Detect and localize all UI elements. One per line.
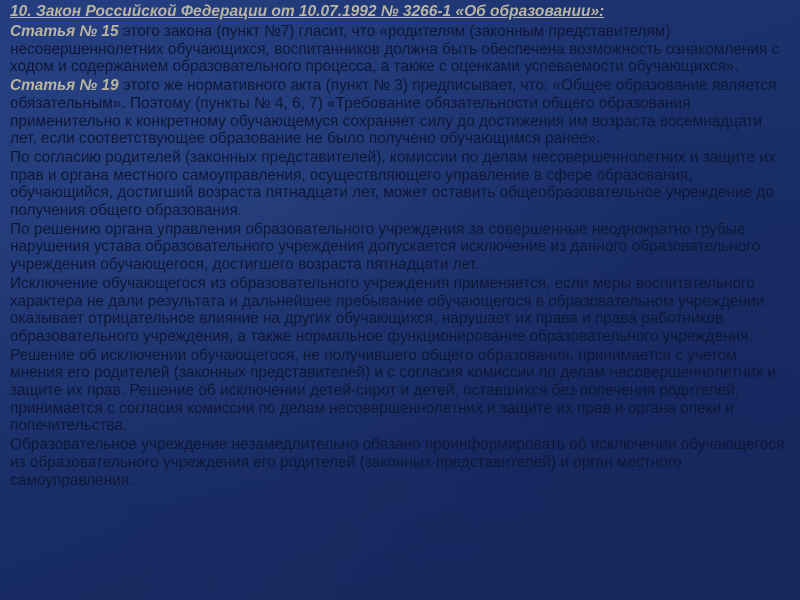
paragraph-expulsion-decision: По решению органа управления образовательного учреждения за совершенные неоднократно грубые нарушения устава образовательного учреждения допускается исключение из данного образовательного учреждения обучающегося, достигшего возраста пятнадцати лет.	[10, 220, 761, 274]
paragraph-expulsion-conditions: Исключение обучающегося из образовательного учреждения применяется, если меры воспитательного характера не дали результата и дальнейшее пребывание обучающегося в образовательном учреждении оказывает отрицательное влияние на других обучающихся, нарушает их права и права работников образовательного учреждения, а также нормальное функционирование образовательного учреждения.	[10, 274, 765, 345]
paragraph-article-15	[10, 23, 790, 76]
paragraph-expulsion-approval: Решение об исключении обучающегося, не получившего общего образования, принимается с учетом мнения его родителей (законных представителей) и с согласия комиссии по делам несовершеннолетних и защите их прав. Решение об исключении детей-сирот и детей, оставшихся без попечения родителей, принимается с согласия комиссии по делам несовершеннолетних и защите их прав и органа опеки и попечительства.	[10, 346, 776, 435]
paragraph-notification: Образовательное учреждение незамедлительно обязано проинформировать об исключении обучающегося из образовательного учреждения его родителей (законных представителей) и орган местного самоуправления.	[10, 436, 785, 489]
paragraph-parental-consent: По согласию родителей (законных представителей), комиссии по делам несовершеннолетних и защите их прав и органа местного самоуправления, осуществляющего управление в сфере образования, обучающийся, достигший возраста пятнадцати лет, может оставить общеобразовательное учреждение до получения общего образования.	[10, 148, 776, 220]
article-15-text: этого закона (пункт №7) гласит, что «родителям (законным представителям) несовершеннолетних обучающихся, воспитанников должна быть обеспечена возможность ознакомления с ходом и содержанием образовательного процесса, а также с оценками успеваемости обучающихся».	[10, 23, 780, 76]
article-15-label: Статья № 15	[10, 23, 119, 40]
paragraph-article-19	[10, 77, 790, 148]
slide-heading: 10. Закон Российской Федерации от 10.07.1992 № 3266-1 «Об образовании»:	[10, 3, 605, 20]
article-19-text: этого же нормативного акта (пункт № 3) предписывает, что: «Общее образование является обязательным». Поэтому (пункты № 4, 6, 7) «Требование обязательности общего образования применительно к конкретному обучающемуся сохраняет силу до достижения им возраста восемнадцати лет, если соответствующее образование не было получено обучающимся ранее».	[10, 77, 777, 148]
article-19-label: Статья № 19	[10, 77, 119, 95]
